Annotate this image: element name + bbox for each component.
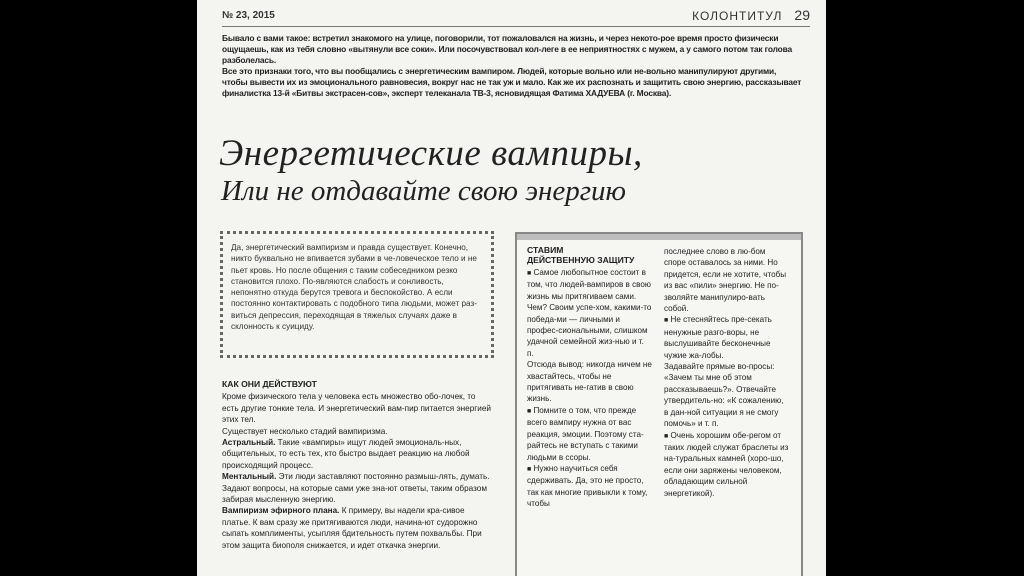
bullet-text: Очень хорошим обе-регом от таких людей служат браслеты из на-туральных камней (хоро-шо, если они заряжены человеком, обладающим сильной энергетикой). (664, 430, 789, 498)
section-heading: КАК ОНИ ДЕЙСТВУЮТ (222, 379, 317, 389)
sidebar-column-1 (527, 246, 652, 510)
section-name: КОЛОНТИТУЛ (692, 9, 783, 23)
intro-paragraph: Бывало с вами такое: встретил знакомого на улице, поговорили, тот пожаловался на жизнь, и через некото-рое время просто физически ощущаешь, как из тебя словно «вытянули все соки». Или посочувствовал кол-леге в ее неприятностях с мужем, а у самого потом так голова разболелась. (222, 33, 793, 65)
square-bullet-icon: ■ (664, 317, 669, 325)
heading-line: СТАВИМ (527, 245, 564, 255)
article-title (219, 134, 819, 208)
term-text: Такие «вампиры» ищут людей эмоциональ-ных, общительных, то есть тех, кто быстро выдает реакцию на любой происходящий процесс. (222, 438, 470, 470)
title-line-1: Энергетические вампиры, (219, 133, 643, 174)
lead-box (220, 231, 494, 358)
bullet-item (527, 267, 652, 359)
paragraph-astral (222, 437, 492, 471)
paragraph-ether (222, 505, 492, 551)
paragraph: Существует несколько стадий вампиризма. (222, 426, 388, 436)
page-number: 29 (794, 7, 810, 23)
running-header (692, 7, 810, 23)
header-divider (222, 26, 810, 27)
intro-paragraph: Все это признаки того, что вы пообщались с энергетическим вампиром. Людей, которые вольно или не-вольно манипулируют другими, чтобы вывести их из эмоционального равновесия, вокруг нас не так уж и мало. Как же их распознать и защитить свою энергию, рассказывает финалистка 13-й «Битвы экстрасен-сов», эксперт телеканала ТВ-3, ясновидящая Фатима ХАДУЕВА (г. Москва). (222, 65, 802, 98)
paragraph: последнее слово в лю-бом споре оставалось за ними. Но придется, если не хотите, чтобы из вас «пили» энергию. Не по-зволяйте манипулиро-вать собой. (664, 247, 787, 314)
bullet-text: Помните о том, что прежде всего вампиру нужна от вас реакция, эмоции. Поэтому ста-райтесь не вступать с такими людьми в ссоры. (527, 405, 644, 462)
sidebar-columns (517, 240, 801, 510)
term-text: К примеру, вы надели кра-сивое платье. К вам сразу же притягиваются люди, начина-ют судорожно сыпать комплименты, усыпляя бдительность путем похвальбы. При этом защита биополя снижается, и идет откачка энергии. (222, 506, 482, 550)
term-label: Вампиризм эфирного плана. (222, 506, 340, 516)
square-bullet-icon: ■ (527, 465, 532, 473)
term-label: Ментальный. (222, 472, 277, 482)
title-line-2: Или не отдавайте свою энергию (221, 175, 626, 207)
heading-line: ДЕЙСТВЕННУЮ ЗАЩИТУ (527, 254, 635, 265)
paragraph: Отсюда вывод: никогда ничем не хвастайтесь, чтобы не притягивать не-гатив в свою жизнь. (527, 360, 652, 404)
issue-number: № 23, 2015 (222, 10, 275, 21)
bullet-item (664, 430, 789, 499)
left-column (222, 379, 492, 551)
bullet-text: Нужно научиться себя сдерживать. Да, это не просто, так как многие привыкли к тому, чтобы (527, 463, 648, 509)
protection-sidebar (515, 232, 803, 576)
bullet-item (527, 405, 652, 463)
term-label: Астральный. (222, 438, 276, 448)
bullet-text: Самое любопытное состоит в том, что людей-вампиров в свою жизнь мы притягиваем сами. Чем? Своим успе-хом, какими-то победа-ми — личными и профес-сиональными, слишком удачной семейной жиз-нью и т. п. (527, 268, 652, 358)
bullet-text: Не стесняйтесь пре-секать ненужные разго-воры, не выслушивайте бесконечные чужие жа-лобы. (664, 315, 772, 360)
bullet-item (664, 314, 789, 361)
paragraph: Кроме физического тела у человека есть множество обо-лочек, то есть другие тонкие тела. И энергетический вам-пир питается энергией этих тел. (222, 392, 491, 425)
term-text: Эти люди заставляют постоянно размыш-лять, думать. Задают вопросы, на которые сами уже зна-ют ответы, таким образом забирая мысленную энергию. (222, 472, 490, 505)
paragraph: Задавайте прямые во-просы: «Зачем ты мне об этом рассказываешь?». Отвечайте утвердитель-но: «К сожалению, в дан-ной ситуации я не смогу помочь» и т. п. (664, 362, 784, 429)
square-bullet-icon: ■ (527, 270, 532, 277)
paragraph-mental (222, 471, 492, 505)
newspaper-page (197, 0, 826, 576)
lead-text: Да, энергетический вампиризм и правда существует. Конечно, никто буквально не впивается зубами в че-ловеческое тело и не пьет кровь. Но после общения с таким собеседником резко становится плохо. По-являются слабость и сонливость, непонятно откуда берутся тревога и беспокойство. А если постоянно контактировать с подобного типа людьми, может раз-виться депрессия, переходящая в тяжелых случаях даже в склонность к суициду. (231, 243, 477, 332)
intro-text (222, 33, 802, 98)
square-bullet-icon: ■ (664, 432, 669, 440)
sidebar-heading (527, 246, 652, 265)
square-bullet-icon: ■ (527, 407, 532, 415)
bullet-item (527, 463, 652, 510)
sidebar-column-2 (664, 246, 789, 510)
